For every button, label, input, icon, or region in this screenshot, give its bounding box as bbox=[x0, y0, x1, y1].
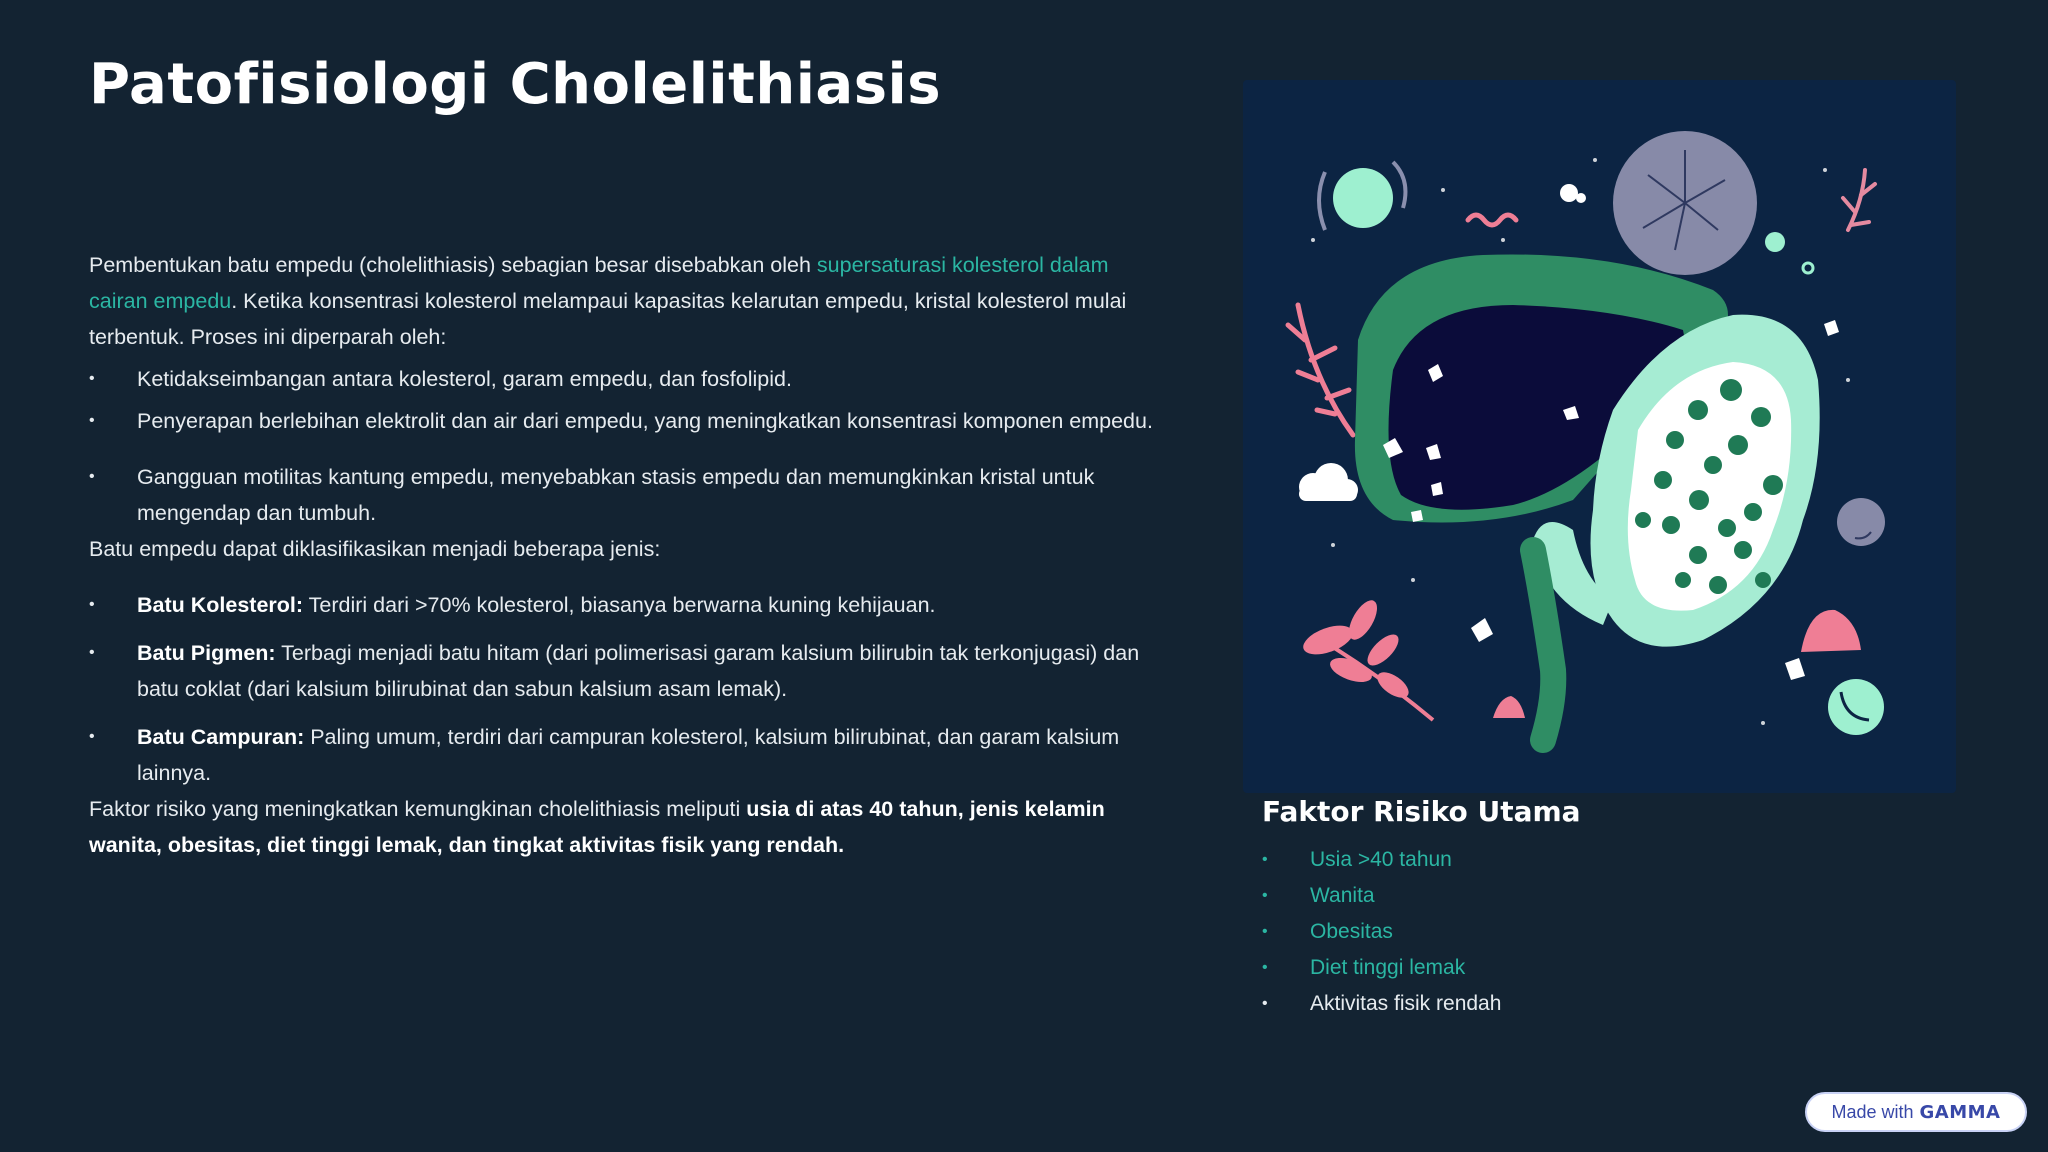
list-item: • Diet tinggi lemak bbox=[1262, 950, 1501, 986]
cloud-shape bbox=[1299, 463, 1358, 501]
list-item: • Aktivitas fisik rendah bbox=[1262, 986, 1501, 1022]
list-item: • Wanita bbox=[1262, 878, 1501, 914]
list-item: • Usia >40 tahun bbox=[1262, 842, 1501, 878]
intro-highlight: supersaturasi kolesterol dalam cairan empedu bbox=[89, 253, 1109, 313]
intro-paragraph: Pembentukan batu empedu (cholelithiasis) sebagian besar disebabkan oleh supersaturasi kolesterol dalam cairan empedu. Ketika konsentrasi kolesterol melampaui kapasitas kelarutan empedu, kristal kolesterol mulai terbentuk. Proses ini diperparah oleh: bbox=[89, 253, 1127, 349]
list-item: • Gangguan motilitas kantung empedu, menyebabkan stasis empedu dan memungkinkan kristal untuk mengendap dan tumbuh. bbox=[89, 459, 1169, 531]
list-item: • Penyerapan berlebihan elektrolit dan air dari empedu, yang meningkatkan konsentrasi komponen empedu. bbox=[89, 403, 1169, 439]
types-intro: Batu empedu dapat diklasifikasikan menjadi beberapa jenis: bbox=[89, 537, 661, 561]
gamma-logo: GAMMA bbox=[1919, 1101, 2001, 1123]
list-item: • Batu Pigmen: Terbagi menjadi batu hitam (dari polimerisasi garam kalsium bilirubin tak terkonjugasi) dan batu coklat (dari kalsium bilirubinat dan sabun kalsium asam lemak). bbox=[89, 635, 1169, 707]
planet-shape bbox=[1333, 168, 1393, 228]
types-list bbox=[89, 587, 1169, 791]
gallbladder-illustration-svg bbox=[1243, 80, 1956, 793]
badge-prefix: Made with bbox=[1831, 1101, 1914, 1122]
causes-list bbox=[89, 361, 1169, 531]
risk-highlight: usia di atas 40 tahun, jenis kelamin wanita, obesitas, diet tinggi lemak, dan tingkat aktivitas fisik yang rendah. bbox=[89, 797, 1105, 857]
risk-paragraph: Faktor risiko yang meningkatkan kemungkinan cholelithiasis meliputi usia di atas 40 tahun, jenis kelamin wanita, obesitas, diet tinggi lemak, dan tingkat aktivitas fisik yang rendah. bbox=[89, 797, 1105, 857]
content-column bbox=[89, 247, 1169, 863]
list-item: • Batu Campuran: Paling umum, terdiri dari campuran kolesterol, kalsium bilirubinat, dan garam kalsium lainnya. bbox=[89, 719, 1169, 791]
list-item: • Batu Kolesterol: Terdiri dari >70% kolesterol, biasanya berwarna kuning kehijauan. bbox=[89, 587, 1169, 623]
list-item: • Obesitas bbox=[1262, 914, 1501, 950]
risk-factors-list bbox=[1262, 842, 1501, 1022]
page-title: Patofisiologi Cholelithiasis bbox=[89, 52, 942, 117]
risk-factors-title: Faktor Risiko Utama bbox=[1262, 795, 1581, 828]
list-item: • Ketidakseimbangan antara kolesterol, garam empedu, dan fosfolipid. bbox=[89, 361, 1169, 397]
gallbladder-illustration bbox=[1243, 80, 1956, 793]
leaves-shape bbox=[1299, 596, 1412, 703]
fern-shape bbox=[1288, 305, 1353, 435]
made-with-gamma-badge[interactable] bbox=[1805, 1092, 2027, 1132]
